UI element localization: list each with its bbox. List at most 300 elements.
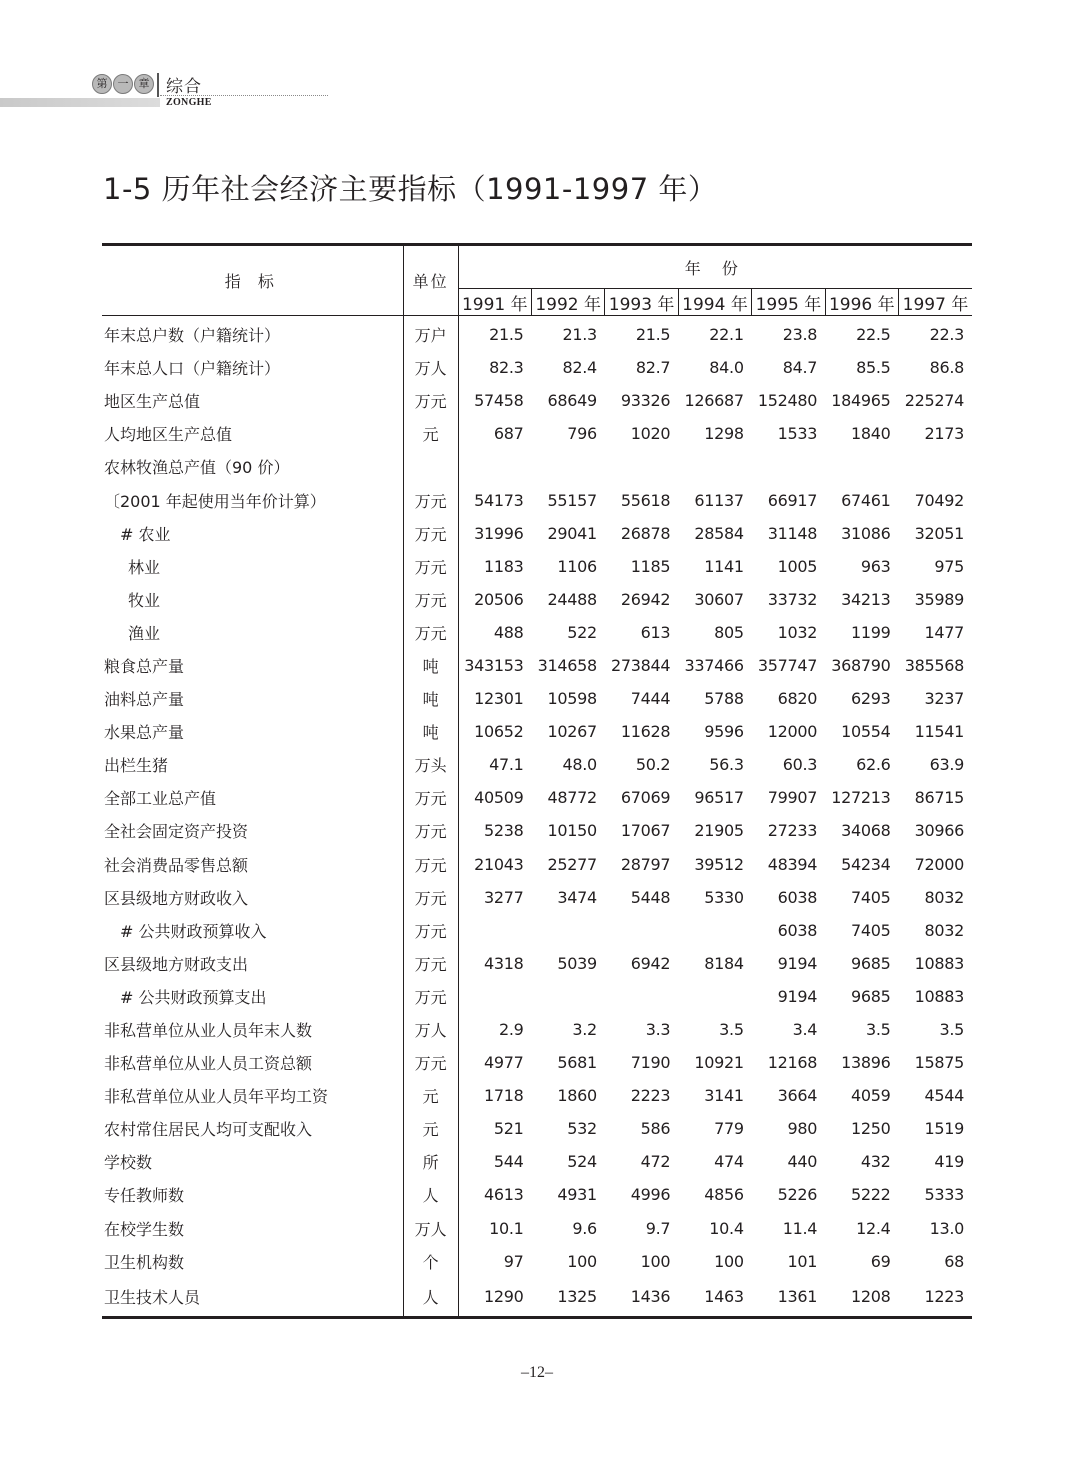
- row-value-cell: 79907: [767, 788, 818, 808]
- table-row: [102, 715, 972, 748]
- header-year: 1996 年: [825, 289, 898, 316]
- header-unit: 单位: [403, 245, 458, 316]
- header-year: 1993 年: [605, 289, 678, 316]
- row-unit: 元: [403, 1079, 458, 1112]
- row-value-cell: 613: [640, 622, 671, 642]
- row-value-cell: 1533: [777, 424, 818, 444]
- row-value-cell: 40509: [474, 788, 524, 808]
- row-value-cell: 25277: [547, 854, 597, 874]
- row-value-cell: 6038: [777, 887, 818, 907]
- chapter-title: 综合: [166, 77, 202, 97]
- row-value-cell: 54173: [474, 490, 524, 510]
- table-row: [102, 1245, 972, 1278]
- row-value-cell: 57458: [474, 391, 524, 411]
- row-value-cell: 67461: [841, 490, 891, 510]
- row-indicator-label: 非私营单位从业人员工资总额: [102, 1046, 403, 1079]
- row-unit: 万元: [403, 980, 458, 1013]
- row-value-cell: 22.5: [856, 325, 891, 345]
- row-value-cell: 1290: [458, 1278, 531, 1318]
- row-value-cell: 6293: [851, 689, 891, 709]
- row-value-cell: 980: [787, 1119, 818, 1139]
- row-value-cell: 1519: [924, 1119, 964, 1139]
- row-value-cell: 17067: [620, 821, 671, 841]
- row-value-cell: 8032: [924, 887, 964, 907]
- row-value-cell: 54234: [841, 854, 891, 874]
- row-value-cell: 474: [714, 1152, 744, 1172]
- row-value-cell: 4544: [924, 1086, 964, 1106]
- row-value-cell: 10883: [914, 953, 964, 973]
- row-value-cell: 9685: [851, 986, 891, 1006]
- row-value-cell: 10.4: [709, 1218, 744, 1238]
- row-value-cell: 10652: [474, 722, 524, 742]
- row-value-cell: 48.0: [562, 755, 597, 775]
- row-unit: 万头: [403, 748, 458, 781]
- row-value-cell: 521: [493, 1119, 524, 1139]
- row-value-cell: 10883: [914, 986, 964, 1006]
- row-value-cell: 432: [860, 1152, 891, 1172]
- row-value-cell: 1020: [630, 424, 671, 444]
- row-indicator-label: 〔2001 年起使用当年价计算）: [102, 483, 403, 516]
- row-unit: 人: [403, 1278, 458, 1318]
- table-row: [102, 316, 972, 352]
- row-value-cell: 1141: [704, 556, 744, 576]
- table-row: [102, 682, 972, 715]
- row-value-cell: 796: [567, 424, 597, 444]
- row-indicator-label: 全部工业总产值: [102, 781, 403, 814]
- row-value-cell: 4613: [483, 1185, 524, 1205]
- row-value-cell: 12000: [767, 722, 818, 742]
- row-value-cell: 62.6: [856, 755, 891, 775]
- row-indicator-label: 出栏生猪: [102, 748, 403, 781]
- row-value-cell: 31148: [767, 523, 818, 543]
- row-unit: 万元: [403, 848, 458, 881]
- table-row: [102, 1112, 972, 1145]
- row-unit: 万元: [403, 550, 458, 583]
- row-value-cell: 5222: [851, 1185, 891, 1205]
- table-title: 1-5 历年社会经济主要指标（1991-1997 年）: [103, 172, 718, 207]
- row-value-cell: 96517: [694, 788, 744, 808]
- row-value-cell: [605, 450, 678, 483]
- row-value-cell: 35989: [914, 589, 964, 609]
- row-indicator-label: # 公共财政预算支出: [102, 980, 403, 1013]
- row-value-cell: 82.4: [562, 358, 597, 378]
- row-indicator-label: # 农业: [102, 517, 403, 550]
- row-value-cell: [825, 450, 898, 483]
- table-body: [102, 316, 972, 1318]
- row-value-cell: 9.7: [645, 1218, 671, 1238]
- row-value-cell: 5238: [483, 821, 524, 841]
- row-value-cell: 1250: [851, 1119, 891, 1139]
- row-value-cell: 1032: [777, 622, 818, 642]
- row-value-cell: 3141: [704, 1086, 744, 1106]
- row-value-cell: 4931: [557, 1185, 597, 1205]
- indicators-table: [102, 243, 972, 1319]
- chapter-subtitle: ZONGHE: [166, 97, 212, 108]
- row-value-cell: 30966: [914, 821, 964, 841]
- table-row: [102, 881, 972, 914]
- row-value-cell: 68649: [547, 391, 597, 411]
- row-value-cell: 963: [860, 556, 891, 576]
- row-value-cell: 337466: [684, 655, 744, 675]
- row-unit: 万人: [403, 1013, 458, 1046]
- row-indicator-label: 水果总产量: [102, 715, 403, 748]
- row-value-cell: 12301: [474, 689, 524, 709]
- row-value-cell: 39512: [694, 854, 744, 874]
- row-unit: 万元: [403, 814, 458, 847]
- row-value-cell: [458, 914, 531, 947]
- row-unit: 万元: [403, 616, 458, 649]
- row-value-cell: 29041: [547, 523, 597, 543]
- row-indicator-label: 人均地区生产总值: [102, 417, 403, 450]
- header-year: 1992 年: [532, 289, 605, 316]
- row-indicator-label: 卫生技术人员: [102, 1278, 403, 1318]
- row-indicator-label: 区县级地方财政收入: [102, 881, 403, 914]
- row-value-cell: 5330: [704, 887, 744, 907]
- row-indicator-label: 地区生产总值: [102, 384, 403, 417]
- row-value-cell: 22.3: [929, 325, 964, 345]
- row-value-cell: 82.7: [635, 358, 671, 378]
- row-value-cell: 27233: [767, 821, 818, 841]
- row-value-cell: [678, 914, 751, 947]
- row-value-cell: 84.0: [709, 358, 744, 378]
- row-value-cell: [752, 450, 825, 483]
- row-unit: 吨: [403, 715, 458, 748]
- chapter-badge-char: 一: [113, 74, 133, 94]
- row-value-cell: 11541: [914, 722, 964, 742]
- row-value-cell: 805: [714, 622, 744, 642]
- row-value-cell: 100: [567, 1251, 597, 1271]
- row-value-cell: 21043: [474, 854, 524, 874]
- row-value-cell: 1298: [704, 424, 744, 444]
- row-value-cell: 1208: [825, 1278, 898, 1318]
- row-value-cell: 72000: [914, 854, 964, 874]
- row-value-cell: 63.9: [929, 755, 964, 775]
- row-value-cell: 26942: [620, 589, 671, 609]
- row-value-cell: 6942: [630, 953, 671, 973]
- row-value-cell: 70492: [914, 490, 964, 510]
- row-unit: 万元: [403, 914, 458, 947]
- row-value-cell: 23.8: [782, 325, 818, 345]
- row-unit: 万元: [403, 583, 458, 616]
- row-indicator-label: 牧业: [102, 583, 403, 616]
- row-value-cell: 6038: [777, 920, 818, 940]
- row-indicator-label: 年末总人口（户籍统计）: [102, 351, 403, 384]
- row-value-cell: 532: [567, 1119, 597, 1139]
- table-row: [102, 1013, 972, 1046]
- chapter-badge-char: 第: [92, 74, 112, 94]
- row-value-cell: [899, 450, 972, 483]
- row-value-cell: 3.3: [645, 1020, 671, 1040]
- row-value-cell: 3.4: [792, 1020, 818, 1040]
- header-year: 1991 年: [458, 289, 531, 316]
- row-value-cell: 11628: [620, 722, 671, 742]
- table-row: [102, 1079, 972, 1112]
- row-unit: 吨: [403, 649, 458, 682]
- row-value-cell: 86715: [914, 788, 964, 808]
- chapter-badge: [92, 74, 155, 94]
- row-unit: 元: [403, 417, 458, 450]
- row-value-cell: 26878: [620, 523, 671, 543]
- row-indicator-label: 卫生机构数: [102, 1245, 403, 1278]
- row-value-cell: 586: [640, 1119, 671, 1139]
- row-value-cell: 86.8: [929, 358, 964, 378]
- row-value-cell: 5788: [704, 689, 744, 709]
- table-row: [102, 550, 972, 583]
- row-value-cell: 60.3: [782, 755, 818, 775]
- row-value-cell: 3277: [483, 887, 524, 907]
- row-value-cell: 357747: [757, 655, 818, 675]
- row-unit: 万人: [403, 1212, 458, 1245]
- row-indicator-label: 粮食总产量: [102, 649, 403, 682]
- row-value-cell: 56.3: [709, 755, 744, 775]
- row-value-cell: 4318: [483, 953, 524, 973]
- row-value-cell: 85.5: [856, 358, 891, 378]
- row-value-cell: 93326: [620, 391, 671, 411]
- row-indicator-label: 农村常住居民人均可支配收入: [102, 1112, 403, 1145]
- table-row: [102, 616, 972, 649]
- table-row: [102, 384, 972, 417]
- row-value-cell: 15875: [914, 1053, 964, 1073]
- row-value-cell: 82.3: [489, 358, 524, 378]
- row-value-cell: 68: [944, 1251, 964, 1271]
- table-row: [102, 947, 972, 980]
- row-value-cell: 32051: [914, 523, 964, 543]
- row-value-cell: 34068: [841, 821, 891, 841]
- row-value-cell: [458, 980, 531, 1013]
- row-value-cell: 21.5: [635, 325, 671, 345]
- row-value-cell: 48394: [767, 854, 818, 874]
- row-indicator-label: 农林牧渔总产值（90 价）: [102, 450, 403, 483]
- row-value-cell: 30607: [694, 589, 744, 609]
- row-value-cell: 28584: [694, 523, 744, 543]
- row-value-cell: 1840: [851, 424, 891, 444]
- row-value-cell: 1199: [851, 622, 891, 642]
- row-value-cell: 3474: [557, 887, 597, 907]
- row-indicator-label: 在校学生数: [102, 1212, 403, 1245]
- table-row: [102, 748, 972, 781]
- row-unit: 万元: [403, 1046, 458, 1079]
- row-value-cell: 3237: [924, 689, 964, 709]
- row-value-cell: 5039: [557, 953, 597, 973]
- row-value-cell: 368790: [831, 655, 891, 675]
- row-indicator-label: 渔业: [102, 616, 403, 649]
- row-indicator-label: 全社会固定资产投资: [102, 814, 403, 847]
- row-value-cell: 687: [493, 424, 524, 444]
- row-value-cell: 13896: [841, 1053, 891, 1073]
- row-value-cell: 5681: [557, 1053, 597, 1073]
- row-value-cell: 61137: [694, 490, 744, 510]
- row-value-cell: 1005: [777, 556, 818, 576]
- row-value-cell: 9.6: [572, 1218, 597, 1238]
- row-value-cell: 779: [714, 1119, 744, 1139]
- row-value-cell: 4977: [483, 1053, 524, 1073]
- row-value-cell: 97: [503, 1251, 524, 1271]
- row-value-cell: [678, 450, 751, 483]
- row-value-cell: [532, 450, 605, 483]
- row-value-cell: 69: [870, 1251, 891, 1271]
- header-year: 1995 年: [752, 289, 825, 316]
- row-value-cell: 34213: [841, 589, 891, 609]
- row-value-cell: 522: [567, 622, 597, 642]
- row-value-cell: 9194: [777, 953, 818, 973]
- row-unit: 万元: [403, 517, 458, 550]
- row-value-cell: 22.1: [709, 325, 744, 345]
- row-value-cell: 9194: [777, 986, 818, 1006]
- table-row: [102, 649, 972, 682]
- row-unit: 万元: [403, 384, 458, 417]
- row-value-cell: 100: [714, 1251, 744, 1271]
- row-value-cell: 1718: [483, 1086, 524, 1106]
- row-value-cell: 8184: [704, 953, 744, 973]
- row-value-cell: 314658: [537, 655, 597, 675]
- row-indicator-label: # 公共财政预算收入: [102, 914, 403, 947]
- row-value-cell: 9685: [851, 953, 891, 973]
- row-value-cell: [605, 914, 678, 947]
- table-row: [102, 1212, 972, 1245]
- row-value-cell: 31086: [841, 523, 891, 543]
- row-value-cell: 5448: [630, 887, 671, 907]
- row-value-cell: 7405: [851, 920, 891, 940]
- row-unit: 万元: [403, 881, 458, 914]
- row-value-cell: 184965: [831, 391, 891, 411]
- chapter-badge-char: 章: [134, 74, 154, 94]
- row-value-cell: 10150: [547, 821, 597, 841]
- row-value-cell: 4856: [704, 1185, 744, 1205]
- row-value-cell: 1477: [924, 622, 964, 642]
- row-value-cell: 2.9: [498, 1020, 524, 1040]
- table-row: [102, 517, 972, 550]
- row-value-cell: 1325: [532, 1278, 605, 1318]
- row-unit: 万户: [403, 316, 458, 352]
- row-value-cell: 524: [567, 1152, 597, 1172]
- row-value-cell: 20506: [474, 589, 524, 609]
- row-value-cell: 2173: [924, 424, 964, 444]
- row-value-cell: 21.5: [489, 325, 524, 345]
- row-unit: 人: [403, 1178, 458, 1211]
- row-value-cell: 273844: [611, 655, 671, 675]
- row-value-cell: 101: [787, 1251, 818, 1271]
- row-value-cell: 100: [640, 1251, 671, 1271]
- row-value-cell: 12168: [767, 1053, 818, 1073]
- table-row: [102, 1278, 972, 1318]
- row-unit: 万元: [403, 781, 458, 814]
- row-value-cell: 8032: [924, 920, 964, 940]
- row-value-cell: 66917: [767, 490, 818, 510]
- table-row: [102, 1046, 972, 1079]
- row-unit: 万元: [403, 483, 458, 516]
- row-unit: 吨: [403, 682, 458, 715]
- row-unit: [403, 450, 458, 483]
- table-row: [102, 1145, 972, 1178]
- row-value-cell: 7190: [630, 1053, 671, 1073]
- row-value-cell: 21905: [694, 821, 744, 841]
- row-value-cell: 9596: [704, 722, 744, 742]
- row-value-cell: 472: [640, 1152, 671, 1172]
- row-value-cell: 544: [493, 1152, 524, 1172]
- row-value-cell: 21.3: [562, 325, 597, 345]
- table-row: [102, 814, 972, 847]
- row-value-cell: 10598: [547, 689, 597, 709]
- table-row: [102, 483, 972, 516]
- header-separator: [157, 73, 159, 97]
- row-indicator-label: 学校数: [102, 1145, 403, 1178]
- row-value-cell: 13.0: [929, 1218, 964, 1238]
- row-value-cell: 31996: [474, 523, 524, 543]
- row-unit: 所: [403, 1145, 458, 1178]
- header-indicator: 指 标: [102, 245, 403, 316]
- row-value-cell: 3664: [777, 1086, 818, 1106]
- row-value-cell: [458, 450, 531, 483]
- row-value-cell: 7444: [630, 689, 671, 709]
- row-value-cell: 48772: [547, 788, 597, 808]
- row-value-cell: 385568: [904, 655, 964, 675]
- row-unit: 万人: [403, 351, 458, 384]
- row-value-cell: 1361: [752, 1278, 825, 1318]
- row-value-cell: [532, 914, 605, 947]
- row-value-cell: 47.1: [489, 755, 524, 775]
- row-value-cell: 67069: [620, 788, 671, 808]
- row-value-cell: 440: [787, 1152, 818, 1172]
- table-row: [102, 914, 972, 947]
- row-value-cell: 4059: [851, 1086, 891, 1106]
- header-gray-band: [0, 98, 160, 107]
- row-unit: 万元: [403, 947, 458, 980]
- row-value-cell: [605, 980, 678, 1013]
- row-indicator-label: 社会消费品零售总额: [102, 848, 403, 881]
- table-row: [102, 781, 972, 814]
- row-indicator-label: 林业: [102, 550, 403, 583]
- row-indicator-label: 非私营单位从业人员年末人数: [102, 1013, 403, 1046]
- row-value-cell: 10921: [694, 1053, 744, 1073]
- row-value-cell: 152480: [757, 391, 818, 411]
- row-value-cell: 12.4: [856, 1218, 891, 1238]
- table-row: [102, 848, 972, 881]
- header-years-group: 年 份: [458, 245, 972, 289]
- row-value-cell: [532, 980, 605, 1013]
- row-value-cell: 84.7: [782, 358, 818, 378]
- row-value-cell: 55618: [620, 490, 671, 510]
- row-value-cell: 225274: [904, 391, 964, 411]
- header-year: 1997 年: [899, 289, 972, 316]
- row-value-cell: 28797: [620, 854, 671, 874]
- row-value-cell: 1106: [557, 556, 597, 576]
- row-value-cell: 127213: [831, 788, 891, 808]
- row-value-cell: 24488: [547, 589, 597, 609]
- row-value-cell: 5226: [777, 1185, 818, 1205]
- row-value-cell: 1860: [557, 1086, 597, 1106]
- row-value-cell: 10.1: [489, 1218, 524, 1238]
- row-value-cell: 3.5: [939, 1020, 964, 1040]
- row-value-cell: 5333: [924, 1185, 964, 1205]
- row-value-cell: 126687: [684, 391, 744, 411]
- row-value-cell: 3.5: [719, 1020, 744, 1040]
- row-value-cell: 10554: [841, 722, 891, 742]
- row-value-cell: 6820: [777, 689, 818, 709]
- row-indicator-label: 区县级地方财政支出: [102, 947, 403, 980]
- table-row: [102, 583, 972, 616]
- row-value-cell: 488: [493, 622, 524, 642]
- row-value-cell: 11.4: [782, 1218, 818, 1238]
- table-row: [102, 980, 972, 1013]
- row-value-cell: 975: [934, 556, 964, 576]
- row-value-cell: 1463: [678, 1278, 751, 1318]
- row-value-cell: 55157: [547, 490, 597, 510]
- table-row: [102, 1178, 972, 1211]
- row-value-cell: 343153: [464, 655, 524, 675]
- row-value-cell: 2223: [630, 1086, 671, 1106]
- row-value-cell: 1183: [483, 556, 524, 576]
- row-unit: 元: [403, 1112, 458, 1145]
